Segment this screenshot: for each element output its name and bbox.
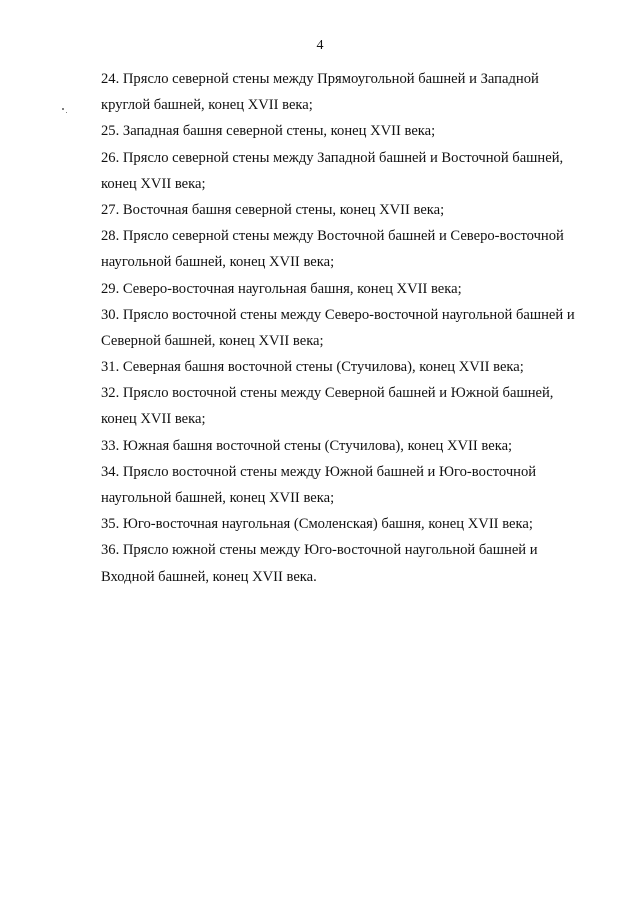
list-item-30 [101,302,601,354]
list-item-33 [101,433,601,459]
list-item-line: 34. Прясло восточной стены между Южной башней и Юго-восточной [101,463,537,480]
list-item-27 [101,197,601,223]
object-list [101,66,601,590]
list-item-line: конец XVII века; [101,175,206,192]
scan-speck [62,108,64,110]
page-number: 4 [316,38,324,53]
list-item-line: 35. Юго-восточная наугольная (Смоленская) башня, конец XVII века; [101,516,533,533]
list-item-31 [101,354,601,380]
list-item-line: Входной башней, конец XVII века. [101,568,317,585]
list-item-line: 32. Прясло восточной стены между Северной башней и Южной башней, [101,385,554,402]
list-item-35 [101,511,601,537]
list-item-line: конец XVII века; [101,411,206,428]
list-item-line: 28. Прясло северной стены между Восточной башней и Северо-восточной [101,228,564,245]
list-item-line: Северной башней, конец XVII века; [101,332,324,349]
list-item-line: 30. Прясло восточной стены между Северо-восточной наугольной башней и [101,306,575,323]
list-item-line: 24. Прясло северной стены между Прямоугольной башней и Западной [101,71,539,87]
list-item-24 [101,66,601,118]
list-item-line: 25. Западная башня северной стены, конец XVII века; [101,123,436,140]
list-item-line: наугольной башней, конец XVII века; [101,254,335,271]
list-item-29 [101,276,601,302]
list-item-line: 36. Прясло южной стены между Юго-восточной наугольной башней и [101,542,538,559]
list-item-line: 31. Северная башня восточной стены (Стучилова), конец XVII века; [101,359,524,376]
list-item-line: 29. Северо-восточная наугольная башня, конец XVII века; [101,280,462,297]
list-item-line: 33. Южная башня восточной стены (Стучилова), конец XVII века; [101,437,513,454]
list-item-line: 26. Прясло северной стены между Западной башней и Восточной башней, [101,149,564,166]
list-item-line: 27. Восточная башня северной стены, конец XVII века; [101,201,445,218]
list-item-34 [101,459,601,511]
list-item-32 [101,380,601,432]
list-item-28 [101,223,601,275]
list-item-25 [101,118,601,144]
list-item-line: наугольной башней, конец XVII века; [101,490,335,506]
list-item-36 [101,537,601,589]
list-item-26 [101,145,601,197]
list-item-line: круглой башней, конец XVII века; [101,97,313,114]
scan-speck [66,112,67,113]
